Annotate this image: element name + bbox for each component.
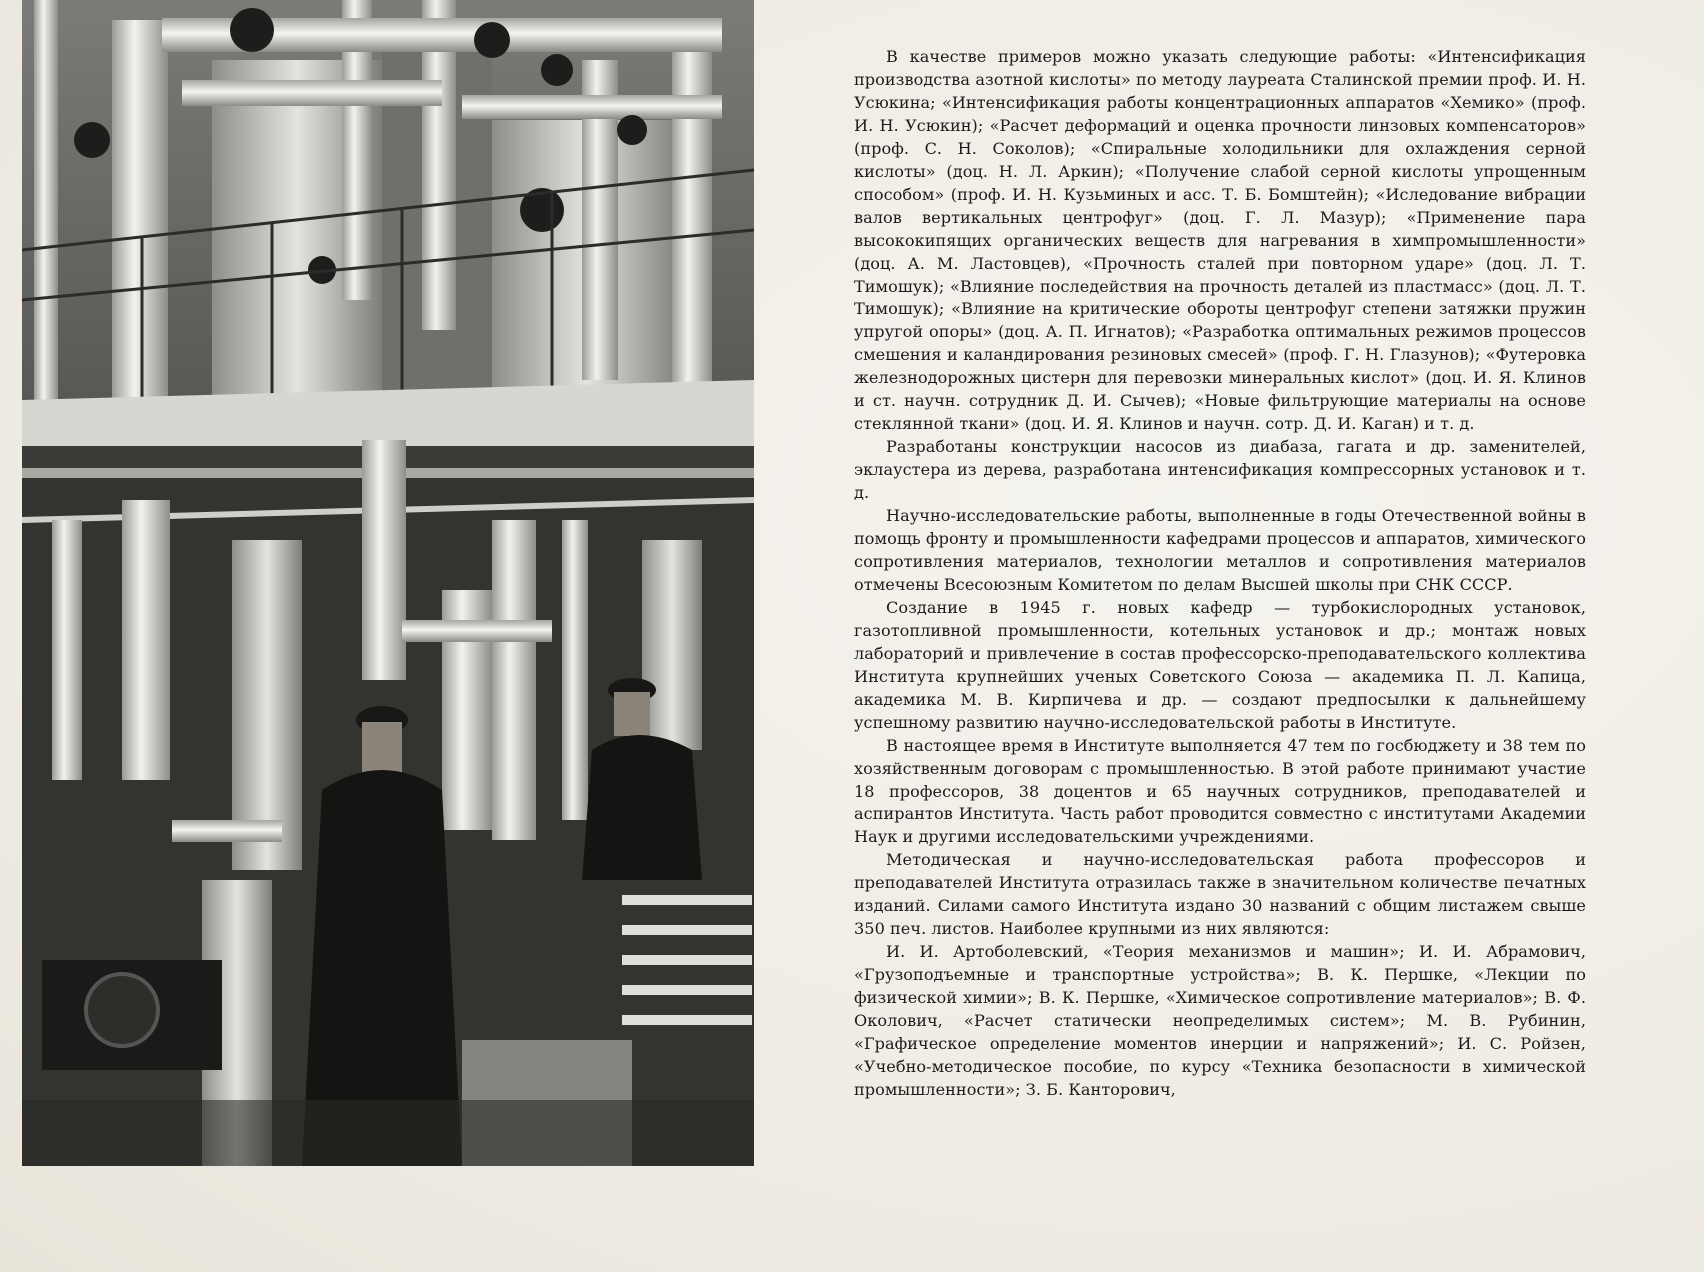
paragraph: И. И. Артоболевский, «Теория механизмов и машин»; И. И. Абрамович, «Грузоподъемные и транспортные устройства»; В. К. Першке, «Лекции по физической химии»; В. К. Першке, «Химическое сопротивление материалов»; В. Ф. Околович, «Расчет статически неопределимых систем»; М. В. Рубинин, «Графическое определение моментов инерции и напряжений»; И. С. Ройзен, «Учебно-методическое пособие, по курсу «Техника безопасности в химической промышленности»; З. Б. Канторович,	[854, 942, 1586, 1099]
paragraph: Разработаны конструкции насосов из диабаза, гагата и др. заменителей, эклаустера из дерева, разработана интенсификация компрессорных установок и т. д.	[854, 437, 1586, 503]
industrial-plant-image	[22, 0, 754, 1166]
paragraph: Научно-исследовательские работы, выполненные в годы Отечественной войны в помощь фронту и промышленности кафедрами процессов и аппаратов, химического сопротивления материалов, технологии металлов и сопротивления материалов отмечены Всесоюзным Комитетом по делам Высшей школы при СНК СССР.	[854, 506, 1586, 594]
paragraph: В качестве примеров можно указать следующие работы: «Интенсификация производства азотной кислоты» по методу лауреата Сталинской премии проф. И. Н. Усюкина; «Интенсификация работы концентрационных аппаратов «Хемико» (проф. И. Н. Усюкин); «Расчет деформаций и оценка прочности линзовых компенсаторов» (проф. С. Н. Соколов); «Спиральные холодильники для охлаждения серной кислоты» (доц. Н. Л. Аркин); «Получение слабой серной кислоты упрощенным способом» (проф. И. Н. Кузьминых и асс. Т. Б. Бомштейн); «Иследование вибрации валов вертикальных центрофуг» (доц. Г. Л. Мазур); «Применение пара высококипящих органических веществ для нагревания в химпромышленности» (доц. А. М. Ластовцев), «Прочность сталей при повторном ударе» (доц. Л. Т. Тимошук); «Влияние последействия на прочность деталей из пластмасс» (доц. Л. Т. Тимошук); «Влияние на критические обороты центрофуг степени затяжки пружин упругой опоры» (доц. А. П. Игнатов); «Разработка оптимальных режимов процессов смешения и каландирования резиновых смесей» (проф. Г. Н. Глазунов); «Футеровка железнодорожных цистерн для перевозки минеральных кислот» (доц. И. Я. Клинов и ст. научн. сотрудник Д. И. Сычев); «Новые фильтрующие материалы на основе стеклянной ткани» (доц. И. Я. Клинов и научн. сотр. Д. И. Каган) и т. д.	[854, 47, 1586, 434]
factory-photograph	[22, 0, 754, 1166]
paragraph: Создание в 1945 г. новых кафедр — турбокислородных установок, газотопливной промышленности, котельных установок и др.; монтаж новых лабораторий и привлечение в состав профессорско-преподавательского коллектива Института крупнейших ученых Советского Союза — академика П. Л. Капица, академика М. В. Кирпичева и др. — создают предпосылки к дальнейшему успешному развитию научно-исследовательской работы в Институте.	[854, 597, 1586, 732]
paragraph: В настоящее время в Институте выполняется 47 тем по госбюджету и 38 тем по хозяйственным договорам с промышленностью. В этой работе принимают участие 18 профессоров, 38 доцентов и 65 научных сотрудников, преподавателей и аспирантов Института. Часть работ проводится совместно с институтами Академии Наук и другими исследовательскими учреждениями.	[854, 735, 1586, 847]
paragraph: Методическая и научно-исследовательская работа профессоров и преподавателей Института отразилась также в значительном количестве печатных изданий. Силами самого Института издано 30 названий с общим листажем свыше 350 печ. листов. Наиболее крупными из них являются:	[854, 850, 1586, 939]
article-text	[854, 46, 1586, 1102]
